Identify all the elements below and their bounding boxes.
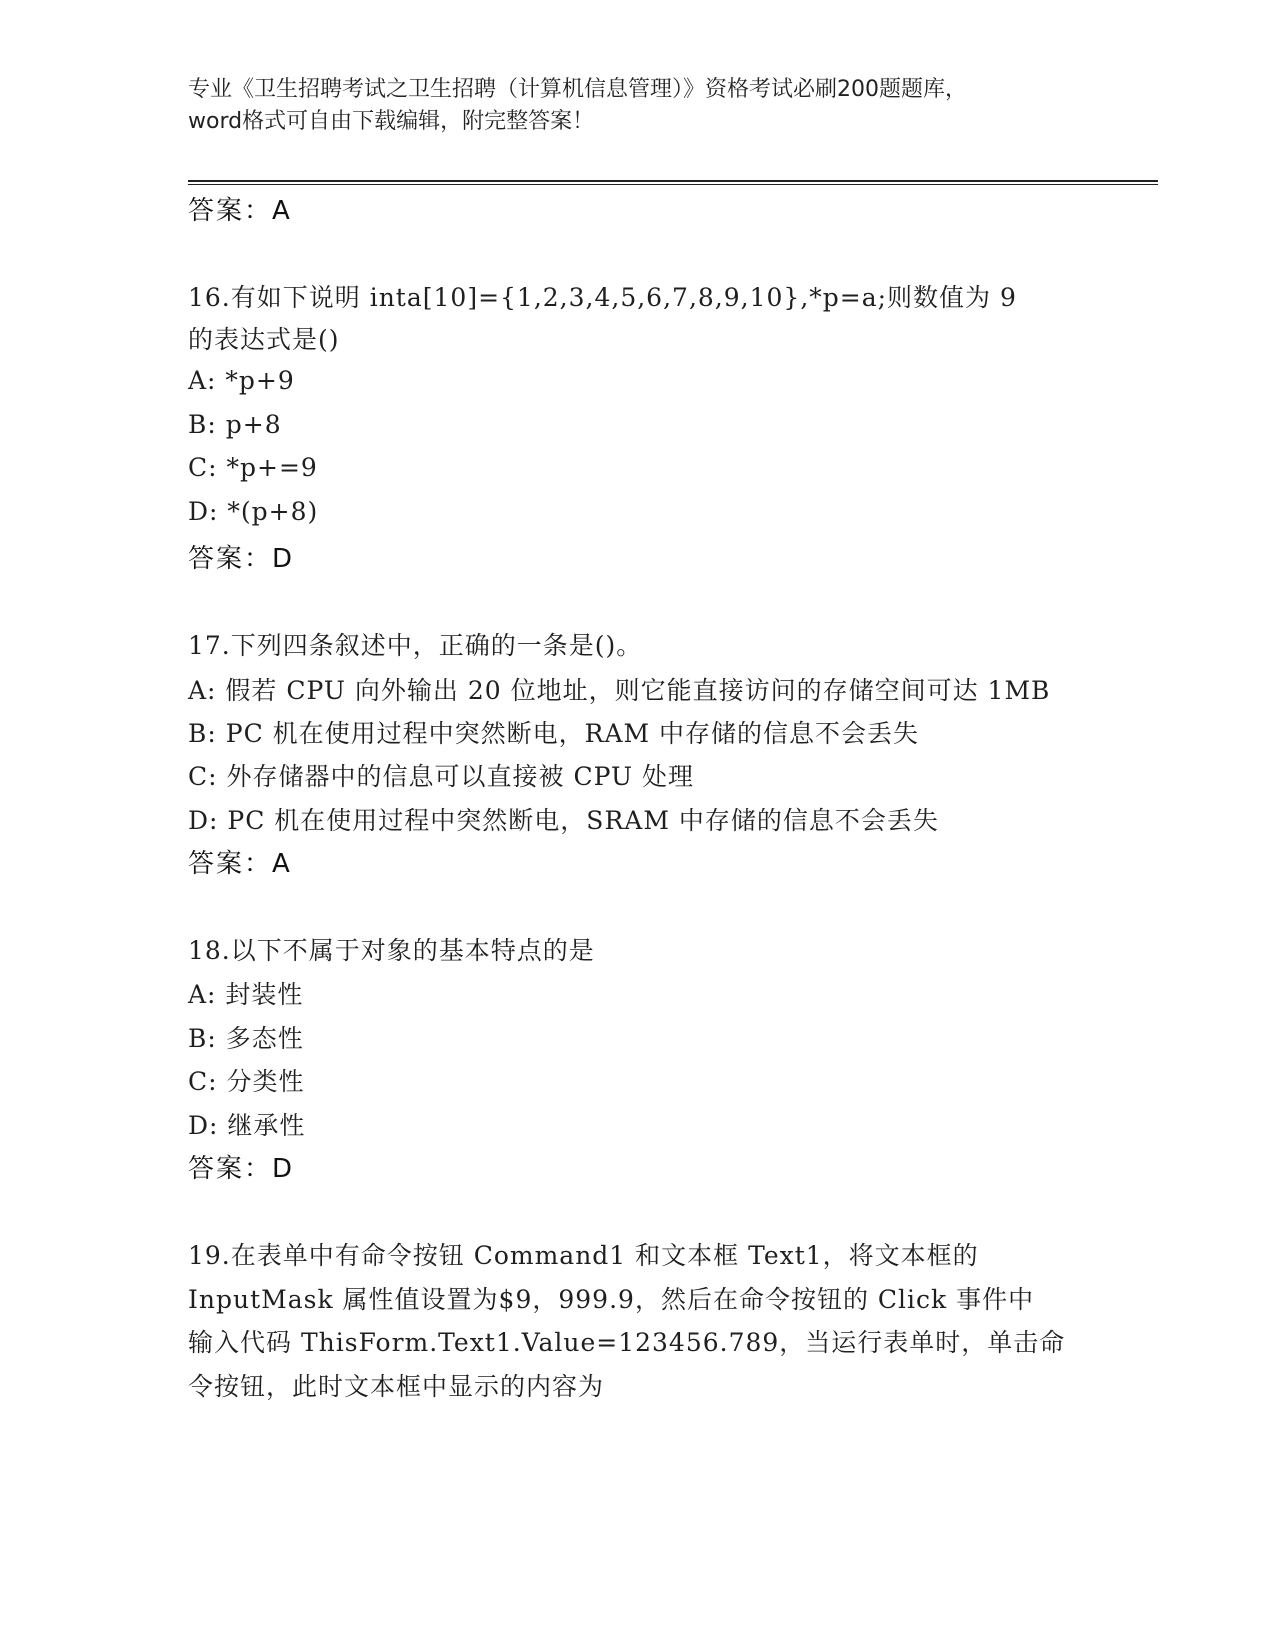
question-18-option-a: A: 封装性 xyxy=(188,980,304,1009)
answer-label: 答案： xyxy=(188,544,273,574)
question-19-stem-line-1: 19.在表单中有命令按钮 Command1 和文本框 Text1，将文本框的 xyxy=(188,1241,979,1270)
question-17-stem-line-1: 17.下列四条叙述中，正确的一条是()。 xyxy=(188,631,643,660)
question-16-stem-line-1: 16.有如下说明 inta[10]={1,2,3,4,5,6,7,8,9,10},*p=a;则数值为 9 xyxy=(188,283,1017,312)
question-19-stem-line-2: InputMask 属性值设置为$9，999.9，然后在命令按钮的 Click 事件中 xyxy=(188,1285,1035,1314)
answer-value: A xyxy=(272,849,290,879)
question-19-stem-line-4: 令按钮，此时文本框中显示的内容为 xyxy=(188,1372,605,1401)
answer-label: 答案： xyxy=(188,1154,273,1184)
question-17-answer xyxy=(188,843,290,880)
answer-value: D xyxy=(272,1154,293,1184)
question-17-option-a: A: 假若 CPU 向外输出 20 位地址，则它能直接访问的存储空间可达 1MB xyxy=(188,676,1051,705)
question-17-option-c: C: 外存储器中的信息可以直接被 CPU 处理 xyxy=(188,762,694,791)
question-19-stem-line-3: 输入代码 ThisForm.Text1.Value=123456.789，当运行表单时，单击命 xyxy=(188,1328,1066,1357)
question-18-stem-line-1: 18.以下不属于对象的基本特点的是 xyxy=(188,936,595,965)
question-18-option-b: B: 多态性 xyxy=(188,1024,304,1053)
question-16-option-d: D: *(p+8) xyxy=(188,497,319,526)
question-16-option-a: A: *p+9 xyxy=(188,366,295,395)
answer-line xyxy=(188,190,290,227)
question-16-option-c: C: *p+=9 xyxy=(188,453,318,482)
question-18-answer xyxy=(188,1148,292,1185)
question-18-option-c: C: 分类性 xyxy=(188,1067,305,1096)
answer-label: 答案： xyxy=(188,196,273,226)
question-18-option-d: D: 继承性 xyxy=(188,1111,306,1140)
question-16-option-b: B: p+8 xyxy=(188,410,282,439)
header-divider xyxy=(188,180,1158,182)
answer-value: D xyxy=(272,544,293,574)
answer-label: 答案： xyxy=(188,849,273,879)
question-16-answer xyxy=(188,538,292,575)
answer-value: A xyxy=(272,196,290,226)
question-17-option-d: D: PC 机在使用过程中突然断电，SRAM 中存储的信息不会丢失 xyxy=(188,806,939,835)
header-divider-thin xyxy=(188,184,1158,185)
header-line-1: 专业《卫生招聘考试之卫生招聘（计算机信息管理）》资格考试必刷200题题库， xyxy=(188,77,967,102)
question-16-stem-line-2: 的表达式是() xyxy=(188,325,340,354)
document-header xyxy=(188,74,1088,138)
question-17-option-b: B: PC 机在使用过程中突然断电，RAM 中存储的信息不会丢失 xyxy=(188,719,920,748)
header-line-2: word格式可自由下载编辑，附完整答案！ xyxy=(188,109,595,134)
